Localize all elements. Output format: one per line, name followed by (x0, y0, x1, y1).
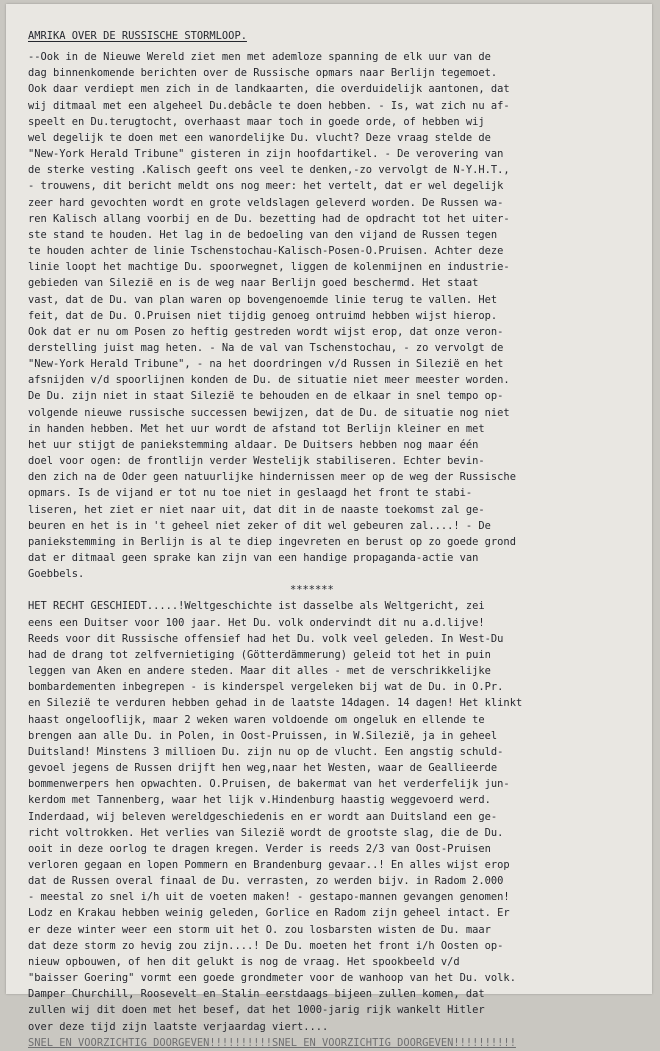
document-body (28, 28, 640, 1051)
article-paragraph-2: HET RECHT GESCHIEDT.....!Weltgeschichte ist dasselbe als Weltgericht, zei eens een Duitser voor 100 jaar. Het Du. volk ondervindt dit nu a.d.lijve! Reeds voor dit Russische offensief had het Du. volk veel geleden. In West-Du had de drang tot zelfvernietiging (Götterdämmerung) geleid tot het in puin leggen van Aken en andere steden. Maar dit alles - met de verschrikkelijke bombardementen inbegrepen - is kinderspel vergeleken bij wat de Du. in O.Pr. en Silezië te verduren hebben gehad in de laatste 14dagen. 14 dagen! Het klinkt haast ongelooflijk, maar 2 weken waren voldoende om ongeluk en ellende te brengen aan alle Du. in Polen, in Oost-Pruissen, in W.Silezië, ja in geheel Duitsland! Minstens 3 millioen Du. zijn nu op de vlucht. Een angstig schuld- gevoel jegens de Russen drijft hen weg,naar het Westen, waar de Geallieerde bommenwerpers hen opwachten. O.Pruisen, de bakermat van het verderfelijk jun- kerdom met Tannenberg, waar het lijk v.Hindenburg haastig weggevoerd werd. Inderdaad, wij beleven wereldgeschiedenis en er wordt aan Duitsland een ge- richt voltrokken. Het verlies van Silezië wordt de grootste slag, die de Du. ooit in deze oorlog te dragen kregen. Verder is reeds 2/3 van Oost-Pruisen verloren gegaan en lopen Pommern en Brandenburg gevaar..! En alles wijst erop dat de Russen overal finaal de Du. verrasten, zo werden bijv. in Radom 2.000 - meestal zo snel i/h uit de voeten maken! - gestapo-mannen gevangen genomen! Lodz en Krakau hebben weinig geleden, Gorlice en Radom zijn geheel intact. Er er deze winter weer een storm uit het O. zou losbarsten wisten de Du. maar dat deze storm zo hevig zou zijn....! De Du. moeten het front i/h Oosten op- nieuw opbouwen, of hen dit gelukt is nog de vraag. Het spookbeeld v/d "baisser Goering" vormt een goede grondmeter voor de wanhoop van het Du. volk. Damper Churchill, Roosevelt en Stalin eerstdaags bijeen zullen komen, dat zullen wij dit doen met het besef, dat het 1000-jarig rijk wankelt Hitler over deze tijd zijn laatste verjaardag viert.... (28, 600, 523, 1033)
document-title: AMRIKA OVER DE RUSSISCHE STORMLOOP. (28, 30, 247, 42)
separator-stars: ******* (290, 584, 334, 597)
closing-appeal: SNEL EN VOORZICHTIG DOORGEVEN!!!!!!!!!!SNEL EN VOORZICHTIG DOORGEVEN!!!!!!!!!! (28, 1036, 516, 1049)
separator-line (290, 582, 640, 598)
article-paragraph-1: --Ook in de Nieuwe Wereld ziet men met ademloze spanning de elk uur van de dag binnenkomende berichten over de Russische opmars naar Berlijn tegemoet. Ook daar verdiept men zich in de landkaarten, die overduidelijk aantonen, dat wij ditmaal met een algeheel Du.debâcle te doen hebben. - Is, wat zich nu af- speelt en Du.terugtocht, overhaast maar toch in goede orde, of hebben wij wel degelijk te doen met een wanordelijke Du. vlucht? Deze vraag stelde de "New-York Herald Tribune" gisteren in zijn hoofdartikel. - De verovering van de sterke vesting .Kalisch geeft ons veel te denken,-zo vervolgt de N-Y.H.T., - trouwens, dit bericht meldt ons nog meer: het vertelt, dat er wel degelijk zeer hard gevochten wordt en grote veldslagen geleverd worden. De Russen wa- ren Kalisch allang voorbij en de Du. bezetting had de opdracht tot het uiter- ste stand te houden. Het lag in de bedoeling van den vijand de Russen tegen te houden achter de linie Tschenstochau-Kalisch-Posen-O.Pruisen. Achter deze linie loopt het machtige Du. spoorwegnet, liggen de kolenmijnen en industrie- gebieden van Silezië en is de weg naar Berlijn goed beschermd. Het staat vast, dat de Du. van plan waren op bovengenoemde linie terug te vallen. Het feit, dat de Du. O.Pruisen niet tijdig genoeg ontruimd hebben wijst hierop. Ook dat er nu om Posen zo heftig gestreden wordt wijst erop, dat onze veron- derstelling juist mag heten. - Na de val van Tschenstochau, - zo vervolgt de "New-York Herald Tribune", - na het doordringen v/d Russen in Silezië en het afsnijden v/d spoorlijnen konden de Du. de situatie niet meer meester worden. De Du. zijn niet in staat Silezië te behouden en de elkaar in snel tempo op- volgende nieuwe russische successen bewijzen, dat de Du. de situatie nog niet in handen hebben. Met het uur wordt de afstand tot Berlijn kleiner en met het uur stijgt de paniekstemming aldaar. De Duitsers hebben nog maar één doel voor ogen: de frontlijn verder Westelijk stabiliseren. Echter bevin- den zich na de Oder geen natuurlijke hindernissen meer op de weg der Russische opmars. Is de vijand er tot nu toe niet in geslaagd het front te stabi- liseren, het ziet er niet naar uit, dat dit in de naaste toekomst zal ge- beuren en het is in 't geheel niet zeker of dit wel gebeuren zal....! - De paniekstemming in Berlijn is al te diep ingevreten en berust op zo goede grond dat er ditmaal geen sprake kan zijn van een handige propaganda-actie van Goebbels. (28, 51, 516, 581)
typed-document-page (6, 4, 652, 1049)
